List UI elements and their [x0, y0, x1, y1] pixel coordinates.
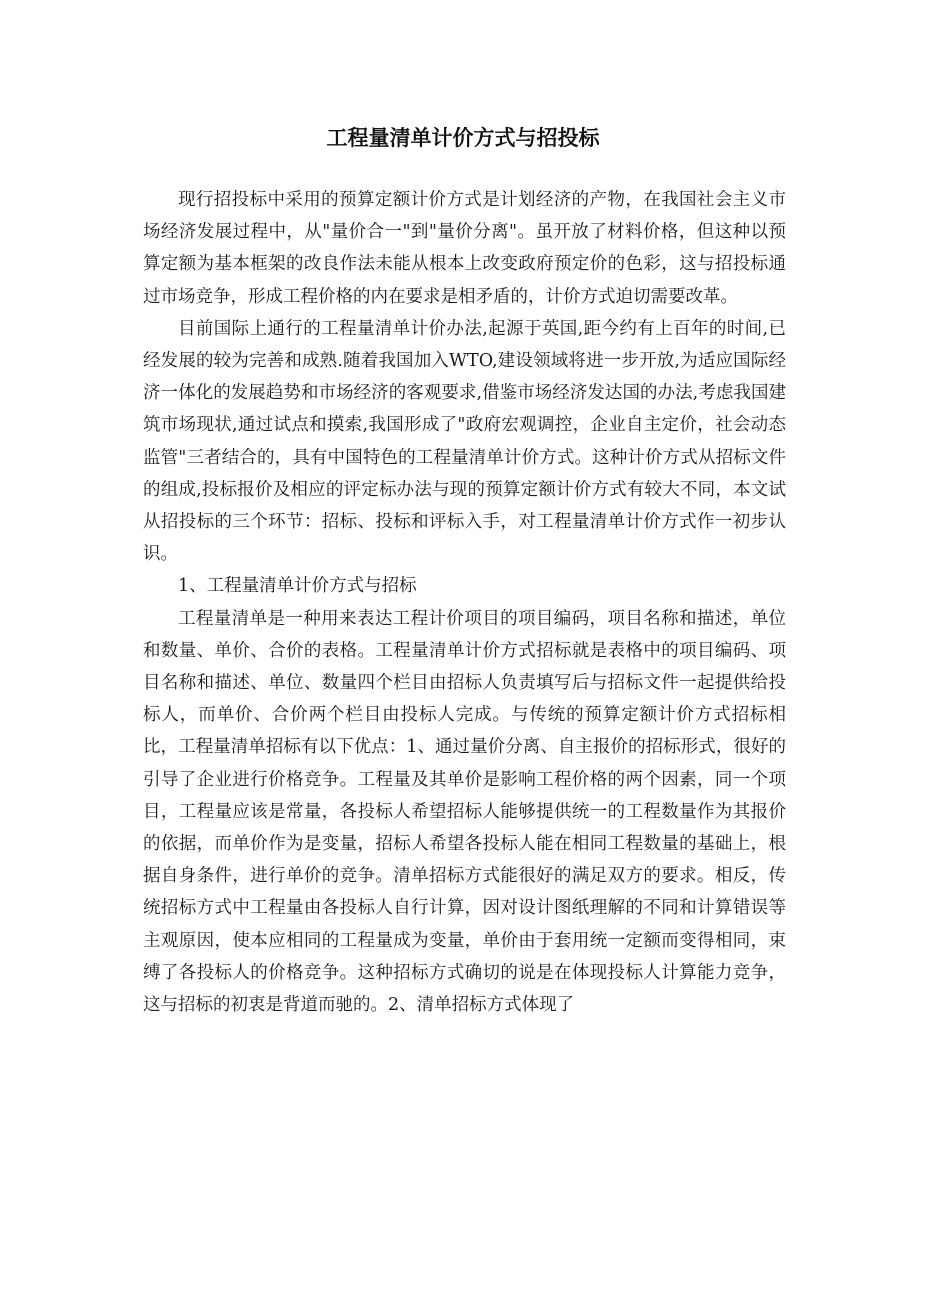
paragraph-section-1: 工程量清单是一种用来表达工程计价项目的项目编码，项目名称和描述，单位和数量、单价、合价的表格。工程量清单计价方式招标就是表格中的项目编码、项目名称和描述、单位、数量四个栏目由招标人负责填写后与招标文件一起提供给投标人，而单价、合价两个栏目由投标人完成。与传统的预算定额计价方式招标相比，工程量清单招标有以下优点：1、通过量价分离、自主报价的招标形式，很好的引导了企业进行价格竞争。工程量及其单价是影响工程价格的两个因素，同一个项目，工程量应该是常量，各投标人希望招标人能够提供统一的工程数量作为其报价的依据，而单价作为是变量，招标人希望各投标人能在相同工程数量的基础上，根据自身条件，进行单价的竞争。清单招标方式能很好的满足双方的要求。相反，传统招标方式中工程量由各投标人自行计算，因对设计图纸理解的不同和计算错误等主观原因，使本应相同的工程量成为变量，单价由于套用统一定额而变得相同，束缚了各投标人的价格竞争。这种招标方式确切的说是在体现投标人计算能力竞争，这与招标的初衷是背道而驰的。2、清单招标方式体现了 — [143, 608, 786, 1016]
paragraph-intro: 现行招投标中采用的预算定额计价方式是计划经济的产物，在我国社会主义市场经济发展过程中，从"量价合一"到"量价分离"。虽开放了材料价格，但这种以预算定额为基本框架的改良作法未能从根本上改变政府预定价的色彩，这与招投标通过市场竞争，形成工程价格的内在要求是相矛盾的，计价方式迫切需要改革。 — [143, 190, 786, 307]
paragraph-background: 目前国际上通行的工程量清单计价办法,起源于英国,距今约有上百年的时间,已经发展的较为完善和成熟.随着我国加入WTO,建设领域将进一步开放,为适应国际经济一体化的发展趋势和市场经济的客观要求,借鉴市场经济发达国的办法,考虑我国建筑市场现状,通过试点和摸索,我国形成了"政府宏观调控，企业自主定价，社会动态监管"三者结合的，具有中国特色的工程量清单计价方式。这种计价方式从招标文件的组成,投标报价及相应的评定标办法与现的预算定额计价方式有较大不同，本文试从招投标的三个环节：招标、投标和评标入手，对工程量清单计价方式作一初步认识。 — [143, 318, 786, 565]
page-title: 工程量清单计价方式与招投标 — [326, 126, 600, 150]
document-body — [143, 184, 786, 1021]
section-heading-1: 1、工程量清单计价方式与招标 — [178, 576, 417, 597]
